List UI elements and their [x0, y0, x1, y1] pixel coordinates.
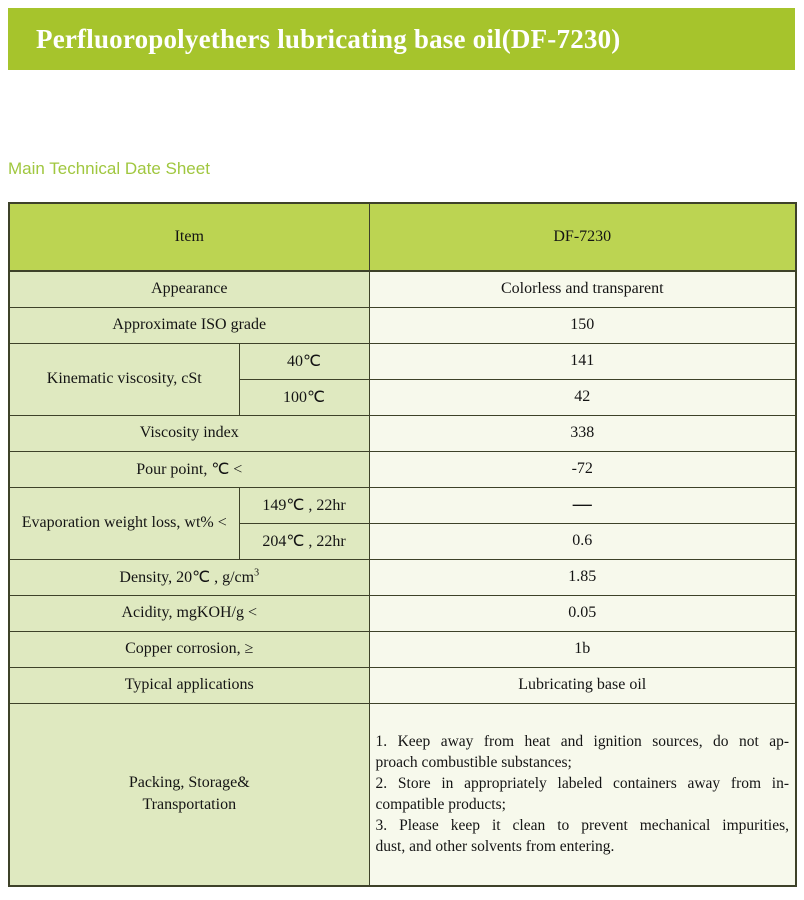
spec-label: Acidity, mgKOH/g <	[9, 595, 369, 631]
spec-row-appearance	[9, 271, 796, 307]
packing-label-line2: Transportation	[142, 796, 237, 814]
condition-cell: 149℃ , 22hr	[239, 487, 369, 523]
note-line: 3. Please keep it clean to prevent mechanical impurities,	[375, 817, 790, 835]
packing-label	[16, 772, 363, 816]
spec-label: Kinematic viscosity, cSt	[9, 343, 239, 415]
spec-value: 1.85	[369, 559, 796, 595]
packing-notes-cell	[369, 703, 796, 886]
header-product-cell: DF-7230	[369, 203, 796, 271]
spec-label: Viscosity index	[9, 415, 369, 451]
spec-value: -72	[369, 451, 796, 487]
spec-label: Pour point, ℃ <	[9, 451, 369, 487]
spec-value: 1b	[369, 631, 796, 667]
product-banner	[8, 8, 795, 70]
section-title: Main Technical Date Sheet	[8, 159, 210, 178]
spec-label: Approximate ISO grade	[9, 307, 369, 343]
spec-row-packing-storage	[9, 703, 796, 886]
table-header-row	[9, 203, 796, 271]
spec-row-typical-applications	[9, 667, 796, 703]
packing-label-line1: Packing, Storage&	[128, 774, 250, 792]
spec-value: 338	[369, 415, 796, 451]
spec-label: Appearance	[9, 271, 369, 307]
spec-row-viscosity-index	[9, 415, 796, 451]
note-line: dust, and other solvents from entering.	[375, 838, 615, 856]
spec-label: Typical applications	[9, 667, 369, 703]
density-label-text: Density, 20℃ , g/cm	[119, 569, 255, 586]
spec-value: 0.6	[369, 523, 796, 559]
product-banner-title: Perfluoropolyethers lubricating base oil(DF-7230)	[36, 23, 621, 54]
header-item-cell: Item	[9, 203, 369, 271]
condition-cell: 40℃	[239, 343, 369, 379]
density-superscript: 3	[254, 567, 260, 579]
spec-label	[9, 559, 369, 595]
spec-value: —	[369, 487, 796, 523]
spec-value: 150	[369, 307, 796, 343]
spec-row-copper-corrosion	[9, 631, 796, 667]
spec-value: Lubricating base oil	[369, 667, 796, 703]
note-line: 1. Keep away from heat and ignition sources, do not ap-	[375, 733, 790, 751]
spec-row-evaporation-149c	[9, 487, 796, 523]
spec-row-iso-grade	[9, 307, 796, 343]
spec-label: Evaporation weight loss, wt% <	[9, 487, 239, 559]
condition-cell: 100℃	[239, 379, 369, 415]
spec-row-acidity	[9, 595, 796, 631]
spec-table	[8, 202, 797, 887]
spec-value: 0.05	[369, 595, 796, 631]
spec-label: Copper corrosion, ≥	[9, 631, 369, 667]
note-line: 2. Store in appropriately labeled containers away from in-	[375, 775, 790, 793]
spec-row-pour-point	[9, 451, 796, 487]
spec-label	[9, 703, 369, 886]
spec-row-density	[9, 559, 796, 595]
note-line: compatible products;	[375, 796, 506, 814]
spec-row-kinematic-viscosity-40c	[9, 343, 796, 379]
spec-value: 141	[369, 343, 796, 379]
note-line: proach combustible substances;	[375, 754, 572, 772]
condition-cell: 204℃ , 22hr	[239, 523, 369, 559]
spec-value: Colorless and transparent	[369, 271, 796, 307]
spec-value: 42	[369, 379, 796, 415]
